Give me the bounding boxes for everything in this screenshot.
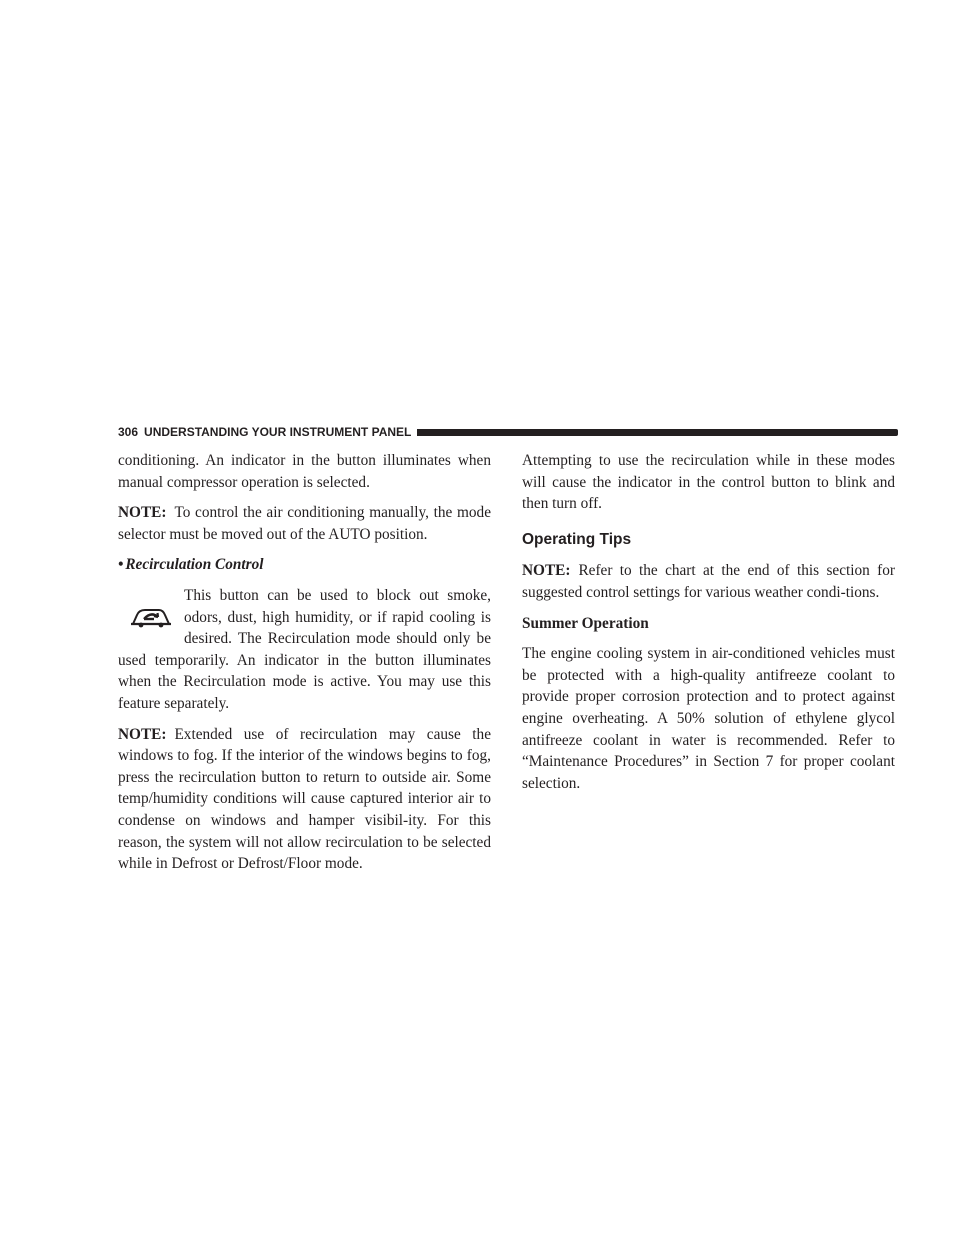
page-number: 306: [118, 425, 139, 439]
recirculation-text: This button can be used to block out smoke, odors, dust, high humidity, or if rapid cooling is desired. The Recirculation mode should only be used temporarily. An indicator in the button illuminates when the Recirculation mode is active. You may use this feature separately.: [118, 586, 491, 712]
note-label: NOTE:: [522, 562, 571, 580]
header-rule: [417, 429, 898, 436]
note-label: NOTE:: [118, 504, 167, 522]
paragraph-compressor: conditioning. An indicator in the button illuminates when manual compressor operation is selected.: [118, 452, 491, 491]
note-text: Extended use of recirculation may cause the windows to fog. If the interior of the windows begins to fog, press the recirculation button to return to outside air. Some temp/humidity conditions will cause captured interior air to condense on windows and hamper visibil-ity. For this reason, the system will not allow recirculation to be selected while in Defrost or Defrost/Floor mode.: [118, 725, 491, 873]
right-column: [522, 450, 895, 803]
note-manual-ac: [118, 502, 491, 545]
bullet-title-text: Recirculation Control: [125, 556, 264, 574]
paragraph-blink: Attempting to use the recirculation while in these modes will cause the indicator in the control button to blink and then turn off.: [522, 452, 895, 513]
note-text: Refer to the chart at the end of this section for suggested control settings for various weather condi-tions.: [522, 562, 895, 601]
bullet-symbol: •: [118, 556, 124, 574]
left-column: [118, 450, 491, 884]
heading-summer-operation: Summer Operation: [522, 614, 649, 632]
heading-operating-tips: Operating Tips: [522, 530, 632, 548]
note-recirculation-fog: [118, 724, 491, 875]
bullet-recirculation-control: [118, 554, 491, 576]
page-header: [118, 424, 898, 440]
section-title: UNDERSTANDING YOUR INSTRUMENT PANEL: [144, 425, 412, 439]
paragraph-summer-operation: The engine cooling system in air-conditioned vehicles must be protected with a high-quality antifreeze coolant to provide proper corrosion protection and to protect against engine overheating. A 50% solution of ethylene glycol antifreeze coolant in water is recommended. Refer to “Maintenance Procedures” in Section 7 for proper coolant selection.: [522, 645, 895, 792]
recirculation-description: [118, 585, 491, 715]
recirculation-car-icon: [118, 585, 184, 649]
note-chart-reference: [522, 560, 895, 603]
note-text: To control the air conditioning manually, the mode selector must be moved out of the AUTO position.: [118, 504, 491, 543]
note-label: NOTE:: [118, 725, 167, 743]
